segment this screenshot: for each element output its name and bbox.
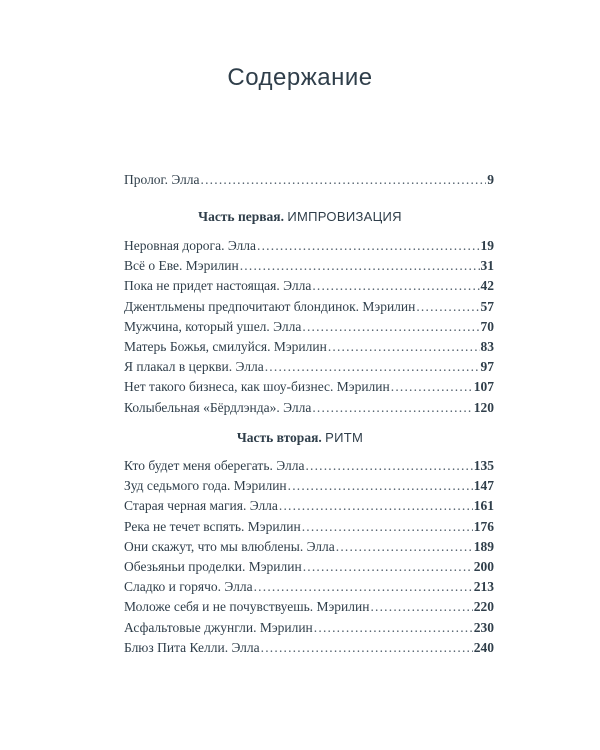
dot-leader bbox=[240, 256, 480, 276]
dot-leader bbox=[314, 618, 473, 638]
toc-entry-title: Пока не придет настоящая. Элла bbox=[124, 278, 312, 294]
toc-entry-title: Блюз Пита Келли. Элла bbox=[124, 639, 260, 655]
toc-entry[interactable] bbox=[124, 337, 494, 357]
toc-entry-title: Река не течет вспять. Мэрилин bbox=[124, 518, 301, 534]
toc-entry-page: 83 bbox=[480, 338, 494, 354]
toc-entry-title: Асфальтовые джунгли. Мэрилин bbox=[124, 619, 313, 635]
toc-entry-page: 147 bbox=[473, 478, 494, 494]
toc-entry-prologue[interactable] bbox=[124, 170, 494, 190]
toc-entry-title: Моложе себя и не почувствуешь. Мэрилин bbox=[124, 599, 370, 615]
toc-entry[interactable] bbox=[124, 496, 494, 516]
toc-entry-page: 57 bbox=[480, 298, 494, 314]
toc-entry-title: Мужчина, который ушел. Элла bbox=[124, 318, 302, 334]
toc-entry[interactable] bbox=[124, 357, 494, 377]
toc-entry-title: Пролог. Элла bbox=[124, 172, 200, 187]
toc-entry-title: Всё о Еве. Мэрилин bbox=[124, 258, 239, 274]
dot-leader bbox=[416, 297, 479, 317]
toc-entry[interactable] bbox=[124, 597, 494, 617]
toc-entry-title: Джентльмены предпочитают блондинок. Мэрилин bbox=[124, 298, 416, 314]
toc-entry[interactable] bbox=[124, 297, 494, 317]
toc-entry-page: 9 bbox=[487, 172, 494, 187]
part-name: РИТМ bbox=[325, 430, 364, 445]
toc-entry-page: 70 bbox=[480, 318, 494, 334]
dot-leader bbox=[257, 236, 479, 256]
toc-entry[interactable] bbox=[124, 456, 494, 476]
dot-leader bbox=[328, 337, 480, 357]
dot-leader bbox=[303, 557, 473, 577]
part-two-chapter-list bbox=[124, 456, 494, 658]
toc-entry-page: 135 bbox=[473, 458, 494, 473]
toc-entry-page: 213 bbox=[473, 579, 494, 595]
part-two-heading bbox=[0, 430, 600, 446]
toc-entry[interactable] bbox=[124, 476, 494, 496]
toc-entry[interactable] bbox=[124, 377, 494, 397]
dot-leader bbox=[336, 537, 473, 557]
toc-entry-page: 189 bbox=[473, 538, 494, 554]
toc-entry[interactable] bbox=[124, 618, 494, 638]
toc-entry[interactable] bbox=[124, 577, 494, 597]
part-label: Часть первая. bbox=[198, 209, 284, 224]
toc-entry-page: 200 bbox=[473, 558, 494, 574]
dot-leader bbox=[312, 398, 472, 418]
dot-leader bbox=[254, 577, 473, 597]
toc-entry-title: Колыбельная «Бёрдлэнда». Элла bbox=[124, 399, 312, 415]
part-name: ИМПРОВИЗАЦИЯ bbox=[287, 209, 402, 224]
toc-entry[interactable] bbox=[124, 557, 494, 577]
toc-entry[interactable] bbox=[124, 517, 494, 537]
toc-entry-page: 220 bbox=[473, 599, 494, 615]
toc-entry-page: 240 bbox=[473, 639, 494, 655]
part-one-heading bbox=[0, 209, 600, 225]
toc-entry-title: Они скажут, что мы влюблены. Элла bbox=[124, 538, 335, 554]
toc-entry[interactable] bbox=[124, 537, 494, 557]
toc-entry-page: 230 bbox=[473, 619, 494, 635]
dot-leader bbox=[279, 496, 473, 516]
dot-leader bbox=[312, 276, 479, 296]
part-label: Часть вторая. bbox=[236, 430, 322, 445]
dot-leader bbox=[201, 170, 487, 190]
toc-entry-page: 19 bbox=[480, 238, 494, 253]
toc-entry-page: 31 bbox=[480, 258, 494, 274]
dot-leader bbox=[265, 357, 480, 377]
dot-leader bbox=[261, 638, 473, 658]
toc-entry-title: Матерь Божья, смилуйся. Мэрилин bbox=[124, 338, 327, 354]
toc-entry[interactable] bbox=[124, 276, 494, 296]
prologue-list bbox=[124, 170, 494, 190]
toc-entry-title: Сладко и горячо. Элла bbox=[124, 579, 253, 595]
toc-entry[interactable] bbox=[124, 638, 494, 658]
toc-entry-page: 176 bbox=[473, 518, 494, 534]
toc-entry-title: Старая черная магия. Элла bbox=[124, 498, 278, 514]
page-title: Содержание bbox=[227, 64, 373, 91]
dot-leader bbox=[302, 317, 479, 337]
toc-entry[interactable] bbox=[124, 398, 494, 418]
dot-leader bbox=[370, 597, 472, 617]
dot-leader bbox=[305, 456, 472, 476]
toc-entry-title: Нет такого бизнеса, как шоу-бизнес. Мэрилин bbox=[124, 379, 390, 395]
toc-entry[interactable] bbox=[124, 256, 494, 276]
toc-entry-title: Я плакал в церкви. Элла bbox=[124, 359, 264, 375]
part-one-chapter-list bbox=[124, 236, 494, 418]
dot-leader bbox=[302, 517, 473, 537]
toc-entry-page: 97 bbox=[480, 359, 494, 375]
dot-leader bbox=[391, 377, 473, 397]
toc-entry-title: Обезьяньи проделки. Мэрилин bbox=[124, 558, 302, 574]
toc-entry[interactable] bbox=[124, 236, 494, 256]
toc-entry-page: 42 bbox=[480, 278, 494, 294]
toc-entry-page: 107 bbox=[473, 379, 494, 395]
toc-entry-title: Неровная дорога. Элла bbox=[124, 238, 257, 253]
dot-leader bbox=[288, 476, 473, 496]
toc-entry-title: Зуд седьмого года. Мэрилин bbox=[124, 478, 287, 494]
toc-entry-page: 161 bbox=[473, 498, 494, 514]
toc-entry-page: 120 bbox=[473, 399, 494, 415]
toc-entry[interactable] bbox=[124, 317, 494, 337]
toc-entry-title: Кто будет меня оберегать. Элла bbox=[124, 458, 305, 473]
